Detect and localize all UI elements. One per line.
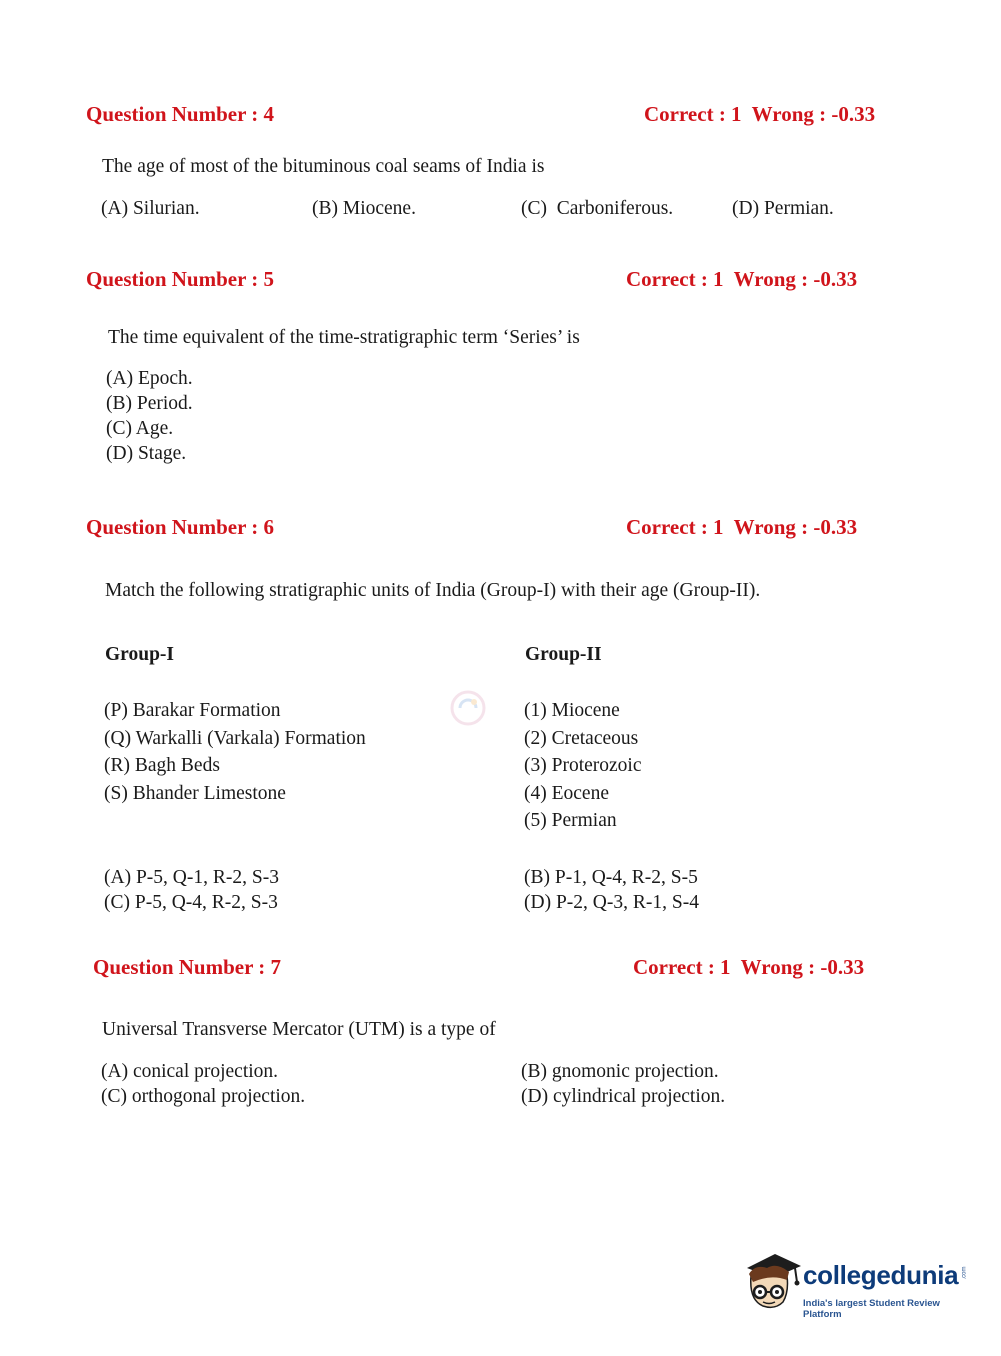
- question-6-options-left: [104, 865, 279, 915]
- question-4-heading: Question Number : 4: [86, 102, 275, 126]
- logo-tagline: India's largest Student Review Platform: [803, 1298, 940, 1320]
- question-7-options-right: [521, 1059, 725, 1109]
- group-2-item-4: (4) Eocene: [524, 782, 609, 804]
- question-5-option-c: (C) Age.: [106, 418, 174, 439]
- question-4-option-b: (B) Miocene.: [312, 198, 416, 219]
- question-6-heading: Question Number : 6: [86, 515, 275, 539]
- question-7-text: Universal Transverse Mercator (UTM) is a type of: [102, 1019, 496, 1040]
- group-1-title: Group-I: [105, 644, 174, 665]
- question-5-marks: Correct : 1 Wrong : -0.33: [626, 267, 858, 291]
- question-7-heading: Question Number : 7: [93, 955, 282, 979]
- logo-wordmark: collegedunia: [803, 1260, 959, 1290]
- group-2-list: [524, 698, 642, 836]
- question-7-marks: Correct : 1 Wrong : -0.33: [633, 955, 865, 979]
- question-5-option-a: (A) Epoch.: [106, 368, 193, 389]
- group-1-item-s: (S) Bhander Limestone: [104, 782, 286, 804]
- question-5-option-b: (B) Period.: [106, 393, 193, 414]
- group-2-item-2: (2) Cretaceous: [524, 727, 639, 749]
- group-1-item-r: (R) Bagh Beds: [104, 755, 220, 776]
- watermark-icon: [448, 688, 488, 728]
- question-6-marks: Correct : 1 Wrong : -0.33: [626, 515, 858, 539]
- question-4-option-a: (A) Silurian.: [101, 198, 200, 219]
- collegedunia-logo[interactable]: [741, 1248, 971, 1318]
- question-7-options-left: [101, 1059, 305, 1109]
- question-7-option-a: (A) conical projection.: [101, 1061, 279, 1082]
- question-6-option-c: (C) P-5, Q-4, R-2, S-3: [104, 892, 278, 913]
- question-7-option-b: (B) gnomonic projection.: [521, 1061, 719, 1082]
- question-4-option-d: (D) Permian.: [732, 198, 834, 219]
- question-6-text: Match the following stratigraphic units of India (Group-I) with their age (Group-II).: [105, 580, 761, 601]
- logo-domain-suffix: .com: [961, 1266, 968, 1280]
- question-5-options: [106, 366, 193, 466]
- group-2-item-5: (5) Permian: [524, 810, 617, 831]
- group-1-list: [104, 698, 366, 808]
- group-2-item-1: (1) Miocene: [524, 700, 620, 721]
- question-4-text: The age of most of the bituminous coal seams of India is: [102, 156, 545, 177]
- mascot-icon: [741, 1248, 803, 1314]
- question-7-option-c: (C) orthogonal projection.: [101, 1086, 306, 1107]
- question-6-option-a: (A) P-5, Q-1, R-2, S-3: [104, 867, 279, 888]
- question-5-option-d: (D) Stage.: [106, 443, 187, 464]
- question-4-option-c: (C) Carboniferous.: [521, 198, 674, 219]
- group-1-item-p: (P) Barakar Formation: [104, 700, 281, 721]
- question-6-options-right: [524, 865, 699, 915]
- group-2-title: Group-II: [525, 644, 602, 665]
- group-2-item-3: (3) Proterozoic: [524, 755, 642, 776]
- group-1-item-q: (Q) Warkalli (Varkala) Formation: [104, 727, 366, 749]
- question-6-option-d: (D) P-2, Q-3, R-1, S-4: [524, 892, 699, 913]
- question-4-marks: Correct : 1 Wrong : -0.33: [644, 102, 876, 126]
- question-7-option-d: (D) cylindrical projection.: [521, 1086, 726, 1107]
- question-5-heading: Question Number : 5: [86, 267, 275, 291]
- question-6-option-b: (B) P-1, Q-4, R-2, S-5: [524, 867, 698, 888]
- question-5-text: The time equivalent of the time-stratigraphic term ‘Series’ is: [108, 327, 580, 348]
